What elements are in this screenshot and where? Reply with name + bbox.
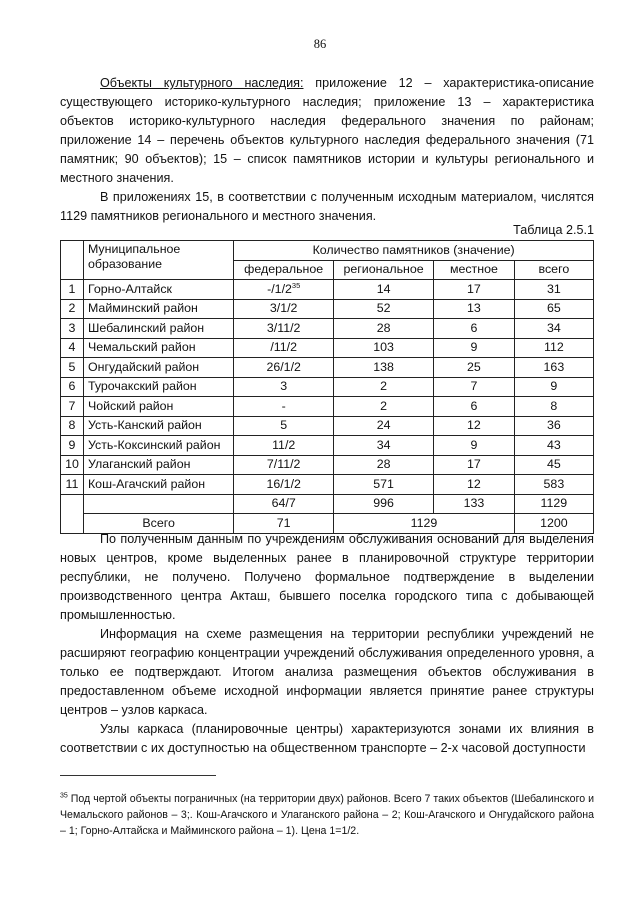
row-name: [83, 397, 233, 417]
row-number-value: 4: [68, 340, 76, 355]
intro-block: [60, 74, 594, 226]
row-name: [83, 377, 233, 397]
row-regional-value: 571: [373, 476, 394, 491]
row-regional: [334, 416, 434, 436]
row-total-value: 65: [546, 301, 561, 316]
row-total-value: 45: [546, 457, 561, 472]
row-local: [434, 455, 515, 475]
row-regional: [334, 338, 434, 358]
page-number: 86: [313, 37, 327, 51]
footnote-text: Под чертой объекты пограничных (на территории двух) районов. Всего 7 таких объектов (Шебалинского и Чемальского районов – 3;. Кош-Агачского и Улаганского района – 2; Кош-Агачского и Онгудайского района – 1; Горно-Алтайска и Майминского района – 1). Цена 1=1/2.: [60, 793, 594, 837]
row-federal-value: -/1/2: [267, 281, 292, 296]
table-row: [61, 475, 594, 495]
header-name-cell: Муниципальное образование: [83, 241, 233, 280]
row-federal-value: 3/11/2: [266, 320, 301, 335]
row-total: [514, 455, 593, 475]
intro-text: приложение 12 – характеристика-описание существующего историко-культурного наследия; приложение 13 – характеристика объектов историко-культурного наследия федерального значения по районам; приложение 14 – перечень объектов культурного наследия федерального значения (71 памятник; 90 объектов); 15 – список памятников истории и культуры регионального и местного значения.: [60, 76, 594, 185]
row-number: [61, 338, 84, 358]
subtotal-local: 133: [434, 494, 515, 514]
summary-num-cell: [61, 494, 84, 533]
row-name: [83, 436, 233, 456]
table-body: [61, 280, 594, 495]
row-local-value: 9: [470, 437, 478, 452]
row-local-value: 12: [467, 418, 481, 433]
row-total-value: 8: [550, 398, 558, 413]
row-total-value: 31: [546, 281, 561, 296]
body-block: [60, 530, 594, 758]
row-name-value: Майминский район: [87, 301, 198, 316]
table-row: [61, 455, 594, 475]
row-total: [514, 280, 593, 300]
total-regional-local: 1129: [334, 514, 515, 534]
row-local-value: 6: [470, 320, 478, 335]
row-total: [514, 475, 593, 495]
table-row: [61, 319, 594, 339]
row-number: [61, 319, 84, 339]
row-total-value: 9: [550, 379, 558, 394]
row-number-value: 7: [68, 398, 76, 413]
row-federal-value: -: [281, 398, 286, 413]
row-local-value: 12: [467, 476, 481, 491]
row-regional-value: 24: [376, 418, 391, 433]
table-row: [61, 377, 594, 397]
row-total-value: 34: [546, 320, 561, 335]
subtotal-label-cell: [83, 494, 233, 514]
intro-second-paragraph: В приложениях 15, в соответствии с полученным исходным материалом, числятся 1129 памятников регионального и местного значения.: [60, 190, 594, 223]
row-local-value: 17: [467, 281, 481, 296]
row-total-value: 583: [543, 476, 565, 491]
row-federal: [234, 416, 334, 436]
row-regional: [334, 377, 434, 397]
total-label: Всего: [83, 514, 233, 534]
row-local-value: 25: [467, 359, 481, 374]
row-total-value: 43: [546, 437, 561, 452]
table-header-row: [61, 241, 594, 261]
row-number: [61, 455, 84, 475]
row-total: [514, 377, 593, 397]
subtotal-row: [61, 494, 594, 514]
table-row: [61, 358, 594, 378]
row-local: [434, 338, 515, 358]
row-number: [61, 475, 84, 495]
row-number-value: 9: [68, 437, 76, 452]
row-name-value: Горно-Алтайск: [87, 281, 172, 296]
body-paragraph-2: Информация на схеме размещения на территории республики учреждений не расширяют географию концентрации учреждений обслуживания определенного уровня, а только ее подтверждают. Итогом анализа размещения объектов обслуживания в предоставленном объеме исходной информации является принятие ранее структуры центров – узлов каркаса.: [60, 627, 594, 717]
row-federal-value: 7/11/2: [266, 457, 301, 472]
row-regional-value: 34: [376, 437, 391, 452]
column-header-local: местное: [434, 260, 515, 280]
table-row: [61, 436, 594, 456]
table-row: [61, 397, 594, 417]
row-name-value: Улаганский район: [87, 457, 191, 472]
footnote: [60, 791, 594, 839]
monuments-table: [60, 240, 594, 534]
row-local-value: 7: [470, 379, 478, 394]
intro-heading: Объекты культурного наследия:: [100, 76, 304, 90]
row-name-value: Шебалинский район: [87, 320, 205, 335]
table-row: [61, 416, 594, 436]
row-federal: [234, 436, 334, 456]
row-number: [61, 416, 84, 436]
row-number-value: 3: [68, 320, 76, 335]
row-federal: [234, 455, 334, 475]
total-all: 1200: [514, 514, 593, 534]
subtotal-federal: 64/7: [234, 494, 334, 514]
subtotal-regional: 996: [334, 494, 434, 514]
row-number-value: 5: [68, 359, 76, 374]
row-regional: [334, 455, 434, 475]
row-local-value: 13: [467, 301, 481, 316]
row-regional: [334, 475, 434, 495]
column-header-total: всего: [514, 260, 593, 280]
row-name: [83, 280, 233, 300]
row-federal-value: 11/2: [272, 437, 296, 452]
row-name: [83, 338, 233, 358]
row-name: [83, 455, 233, 475]
row-number: [61, 436, 84, 456]
row-number: [61, 377, 84, 397]
row-federal-value: /11/2: [270, 340, 297, 355]
row-total: [514, 416, 593, 436]
row-number-value: 2: [68, 301, 76, 316]
row-regional: [334, 299, 434, 319]
row-regional: [334, 358, 434, 378]
row-local-value: 6: [470, 398, 478, 413]
row-local-value: 9: [470, 340, 478, 355]
row-total: [514, 338, 593, 358]
row-federal-value: 3: [280, 379, 288, 394]
row-regional: [334, 397, 434, 417]
row-local: [434, 319, 515, 339]
row-federal: [234, 319, 334, 339]
row-number-value: 11: [65, 476, 79, 491]
body-paragraph-3: Узлы каркаса (планировочные центры) характеризуются зонами их влияния в соответствии с их доступностью на общественном транспорте – 2-х часовой доступности: [60, 722, 594, 755]
table-row: [61, 280, 594, 300]
table-row: [61, 338, 594, 358]
row-number-value: 8: [68, 418, 76, 433]
row-federal: [234, 358, 334, 378]
header-num-cell: [61, 241, 84, 280]
total-federal: 71: [234, 514, 334, 534]
row-total-value: 163: [543, 359, 565, 374]
row-regional: [334, 436, 434, 456]
row-regional-value: 28: [376, 457, 391, 472]
column-header-federal: федеральное: [234, 260, 334, 280]
row-number: [61, 397, 84, 417]
row-federal: [234, 280, 334, 300]
intro-paragraph: [60, 74, 594, 188]
row-number-value: 1: [68, 281, 76, 296]
row-local: [434, 358, 515, 378]
row-number-value: 6: [68, 379, 76, 394]
row-federal: [234, 377, 334, 397]
row-regional-value: 2: [380, 379, 388, 394]
row-local: [434, 377, 515, 397]
column-header-regional: региональное: [334, 260, 434, 280]
row-total: [514, 436, 593, 456]
row-regional-value: 52: [376, 301, 391, 316]
footnote-divider: [60, 775, 216, 776]
row-number: [61, 358, 84, 378]
body-paragraph-1: По полученным данным по учреждениям обслуживания оснований для выделения новых центров, кроме выделенных ранее в планировочной структуре территории республики, не получено. Получено формальное подтверждение в выделении производственного центра Акташ, бывшего поселка городского типа с добывающей промышленностью.: [60, 532, 594, 622]
table-caption: Таблица 2.5.1: [513, 223, 594, 237]
row-regional-value: 2: [380, 398, 388, 413]
footnote-reference[interactable]: 35: [291, 280, 301, 290]
row-federal-value: 16/1/2: [266, 476, 301, 491]
row-regional: [334, 280, 434, 300]
row-name-value: Онгудайский район: [87, 359, 200, 374]
row-regional-value: 138: [373, 359, 394, 374]
subtotal-total: 1129: [514, 494, 593, 514]
row-local: [434, 436, 515, 456]
row-name: [83, 416, 233, 436]
row-number-value: 10: [65, 457, 79, 472]
row-total-value: 36: [546, 418, 561, 433]
row-total: [514, 358, 593, 378]
row-name: [83, 319, 233, 339]
footnote-mark: 35: [60, 792, 68, 800]
row-regional-value: 103: [373, 340, 394, 355]
row-name-value: Усть-Канский район: [87, 418, 202, 433]
row-name-value: Кош-Агачский район: [87, 476, 206, 491]
row-local: [434, 299, 515, 319]
row-total: [514, 299, 593, 319]
row-federal: [234, 397, 334, 417]
row-federal: [234, 338, 334, 358]
row-name-value: Чемальский район: [87, 340, 196, 355]
row-federal-value: 5: [280, 418, 288, 433]
row-local: [434, 475, 515, 495]
row-total-value: 112: [544, 340, 564, 355]
row-number: [61, 299, 84, 319]
table-row: [61, 299, 594, 319]
row-number: [61, 280, 84, 300]
row-federal: [234, 475, 334, 495]
row-name-value: Турочакский район: [87, 379, 197, 394]
row-regional: [334, 319, 434, 339]
header-group-cell: Количество памятников (значение): [234, 241, 594, 261]
row-name-value: Усть-Коксинский район: [87, 437, 221, 452]
row-local-value: 17: [467, 457, 481, 472]
row-name: [83, 299, 233, 319]
row-local: [434, 416, 515, 436]
row-name: [83, 475, 233, 495]
row-total: [514, 319, 593, 339]
row-name: [83, 358, 233, 378]
row-federal-value: 3/1/2: [269, 301, 298, 316]
row-name-value: Чойский район: [87, 398, 174, 413]
row-regional-value: 14: [376, 281, 391, 296]
row-federal: [234, 299, 334, 319]
row-local: [434, 397, 515, 417]
row-federal-value: 26/1/2: [266, 359, 301, 374]
row-total: [514, 397, 593, 417]
row-regional-value: 28: [376, 320, 391, 335]
row-local: [434, 280, 515, 300]
